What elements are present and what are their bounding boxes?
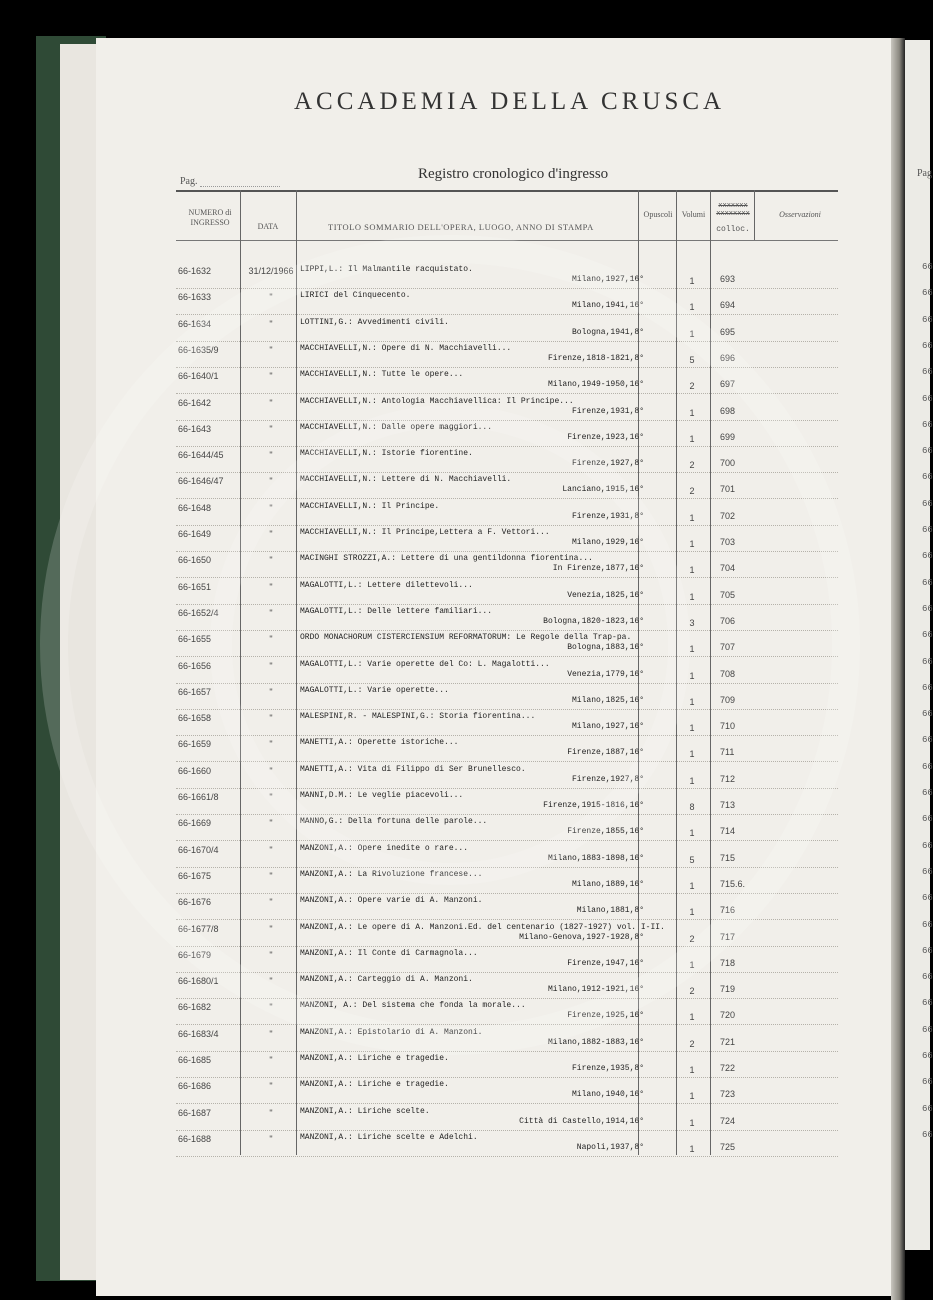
volumi-cell: 1 (689, 302, 695, 313)
luogo-cell: Firenze,1935,8° (571, 1064, 644, 1073)
numero-cell: 66-1646/47 (178, 476, 224, 487)
colloc-cell: 702 (720, 510, 736, 521)
volumi-cell: 1 (689, 880, 695, 891)
luogo-cell: Firenze,1927,8° (571, 459, 644, 469)
facing-page-row-fragment: 66 (922, 577, 933, 588)
table-row (176, 1104, 838, 1131)
numero-cell: 66-1640/1 (178, 371, 219, 382)
data-cell: " (269, 1028, 273, 1039)
luogo-cell: Milano,1889,16° (571, 879, 644, 889)
colloc-cell: 713 (720, 800, 736, 810)
titolo-cell: MACCHIAVELLI,N.: Lettere di N. Macchiavelli. (300, 475, 512, 485)
table-row (176, 262, 838, 289)
volumi-cell: 1 (689, 1012, 695, 1023)
colloc-cell: 715.6. (720, 878, 746, 889)
facing-page-row-fragment: 66 (922, 656, 933, 667)
header-data: DATA (257, 222, 279, 231)
facing-page-row-fragment: 66 (922, 1051, 933, 1061)
data-cell: " (269, 686, 273, 697)
colloc-cell: 700 (720, 458, 736, 469)
header-osservazioni: Osservazioni (779, 210, 821, 219)
data-cell: " (269, 344, 273, 355)
luogo-cell: Bologna,1941,8° (571, 327, 644, 337)
colloc-cell: 703 (720, 537, 736, 547)
data-cell: " (269, 371, 273, 382)
titolo-cell: MANZONI,A.: Il Conte di Carmagnola... (300, 948, 478, 958)
data-cell: " (269, 1133, 273, 1144)
titolo-cell: ORDO MONACHORUM CISTERCIENSIUM REFORMATORUM: Le Regole della Trap-pa. (300, 633, 632, 643)
colloc-cell: 696 (720, 352, 736, 363)
table-row (176, 683, 838, 710)
titolo-cell: MACCHIAVELLI,N.: Istorie fiorentine. (300, 449, 473, 459)
facing-page-row-fragment: 66 (922, 393, 933, 404)
facing-page-row-fragment: 66 (922, 551, 933, 562)
facing-page (905, 40, 933, 1250)
numero-cell: 66-1635/9 (178, 344, 219, 355)
table-row (176, 867, 838, 894)
titolo-cell: MANZONI,A.: Opere inedite o rare... (300, 843, 469, 853)
table-row (176, 446, 838, 473)
numero-cell: 66-1661/8 (178, 792, 219, 802)
numero-cell: 66-1656 (178, 660, 212, 671)
colloc-cell: 722 (720, 1063, 736, 1073)
table-row (176, 709, 838, 736)
data-cell: " (269, 555, 273, 566)
data-cell: " (269, 397, 273, 408)
facing-page-row-fragment: 66 (922, 893, 933, 904)
volumi-cell: 1 (689, 1065, 695, 1075)
facing-page-row-fragment: 66 (922, 866, 933, 877)
colloc-cell: 716 (720, 905, 736, 916)
titolo-cell: MANZONI,A.: Liriche e tragedie. (300, 1054, 449, 1063)
data-cell: " (269, 765, 273, 776)
colloc-cell: 721 (720, 1036, 736, 1047)
numero-cell: 66-1677/8 (178, 923, 219, 934)
titolo-cell: MANZONI,A.: Liriche scelte. (300, 1106, 430, 1116)
data-cell: " (269, 1002, 273, 1013)
numero-cell: 66-1649 (178, 529, 212, 539)
volumi-cell: 1 (689, 512, 695, 523)
numero-cell: 66-1676 (178, 897, 212, 908)
table-row (176, 630, 838, 657)
volumi-cell: 2 (689, 933, 695, 944)
pag-label: Pag. (180, 176, 198, 187)
facing-page-row-fragment: 66 (922, 735, 933, 746)
titolo-cell: MANNO,G.: Della fortuna delle parole... (300, 817, 488, 827)
facing-page-row-fragment: 66 (922, 998, 933, 1009)
colloc-cell: 708 (720, 668, 736, 679)
numero-cell: 66-1660 (178, 765, 212, 776)
table-row (176, 657, 838, 684)
titolo-cell: MANZONI,A.: La Rivoluzione francese... (300, 869, 483, 879)
numero-cell: 66-1685 (178, 1055, 212, 1065)
numero-cell: 66-1642 (178, 397, 212, 408)
volumi-cell: 2 (689, 381, 695, 392)
numero-cell: 66-1655 (178, 634, 212, 645)
colloc-cell: 712 (720, 773, 736, 784)
table-row (176, 788, 838, 815)
table-row (176, 972, 838, 999)
colloc-cell: 694 (720, 300, 736, 311)
colloc-cell: 715 (720, 852, 736, 863)
colloc-cell: 699 (720, 431, 736, 442)
data-cell: " (269, 529, 273, 539)
numero-cell: 66-1632 (178, 266, 212, 276)
titolo-cell: MANETTI,A.: Operette istoriche... (300, 738, 459, 748)
data-cell: " (269, 660, 273, 671)
data-cell: " (269, 502, 273, 513)
data-cell: " (269, 713, 273, 724)
luogo-cell: Firenze,1931,8° (571, 511, 644, 521)
numero-cell: 66-1679 (178, 949, 212, 960)
titolo-cell: MANNI,D.M.: Le veglie piacevoli... (300, 791, 464, 800)
facing-page-row-fragment: 66 (922, 419, 933, 430)
luogo-cell: Firenze,1923,16° (567, 432, 644, 442)
volumi-cell: 1 (689, 1091, 695, 1102)
titolo-cell: MAGALOTTI,L.: Lettere dilettevoli... (300, 580, 473, 590)
colloc-cell: 720 (720, 1010, 736, 1021)
page-heading: ACCADEMIA DELLA CRUSCA (294, 88, 726, 115)
volumi-cell: 1 (689, 775, 695, 786)
volumi-cell: 1 (689, 670, 695, 681)
facing-page-row-fragment: 66 (922, 603, 933, 614)
data-cell: " (269, 897, 273, 908)
numero-cell: 66-1643 (178, 423, 212, 434)
luogo-cell: Lanciano,1915,16° (562, 485, 644, 495)
table-row (176, 1130, 838, 1157)
volumi-cell: 1 (689, 907, 695, 918)
facing-page-row-fragment: 66 (922, 945, 933, 956)
colloc-cell: 693 (720, 274, 736, 284)
numero-cell: 66-1644/45 (178, 450, 224, 461)
titolo-cell: LIRICI del Cinquecento. (300, 291, 411, 301)
data-cell: " (269, 476, 273, 487)
data-cell: " (269, 634, 273, 645)
numero-cell: 66-1658 (178, 713, 212, 724)
table-top-rule (176, 190, 838, 192)
titolo-cell: MACCHIAVELLI,N.: Il Principe,Lettera a F. Vettori... (300, 528, 550, 537)
table-row (176, 315, 838, 342)
titolo-cell: MACCHIAVELLI,N.: Opere di N. Macchiavelli... (300, 343, 512, 353)
facing-page-row-fragment: 66 (922, 314, 933, 325)
facing-page-row-fragment: 66 (922, 682, 933, 693)
titolo-cell: MACCHIAVELLI,N.: Tutte le opere... (300, 370, 464, 380)
page-edges (60, 44, 101, 1280)
facing-page-row-fragment: 66 (922, 709, 933, 720)
table-row (176, 394, 838, 421)
table-header-rule (176, 240, 838, 241)
volumi-cell: 1 (689, 407, 695, 418)
table-row (176, 367, 838, 394)
numero-cell: 66-1680/1 (178, 976, 219, 987)
titolo-cell: MANZONI,A.: Liriche e tragedie. (300, 1080, 449, 1090)
table-row (176, 604, 838, 631)
table-row (176, 288, 838, 315)
table-row (176, 735, 838, 762)
table-row (176, 1051, 838, 1078)
facing-page-row-fragment: 66 (922, 525, 933, 535)
numero-cell: 66-1670/4 (178, 844, 219, 855)
volumi-cell: 1 (689, 565, 695, 576)
numero-cell: 66-1651 (178, 581, 212, 592)
facing-page-pag-label: Pag (917, 168, 932, 179)
colloc-cell: 698 (720, 405, 736, 416)
volumi-cell: 1 (689, 433, 695, 444)
facing-page-row-fragment: 66 (922, 840, 933, 851)
titolo-cell: MACCHIAVELLI,N.: Dalle opere maggiori... (300, 422, 493, 432)
volumi-cell: 2 (689, 486, 695, 497)
data-cell: " (269, 949, 273, 960)
data-cell: " (269, 818, 273, 829)
numero-cell: 66-1650 (178, 555, 212, 566)
numero-cell: 66-1688 (178, 1133, 212, 1144)
luogo-cell: Firenze,1855,16° (567, 827, 644, 837)
facing-page-row-fragment: 66 (922, 498, 933, 509)
luogo-cell: Firenze,1818-1821,8° (547, 353, 644, 363)
table-row (176, 946, 838, 973)
titolo-cell: MAGALOTTI,L.: Delle lettere familiari... (300, 606, 493, 616)
titolo-cell: MANZONI,A.: Opere varie di A. Manzoni. (300, 896, 483, 906)
column-divider (754, 190, 755, 240)
luogo-cell: Bologna,1883,16° (567, 643, 644, 653)
volumi-cell: 1 (689, 959, 695, 970)
table-row (176, 420, 838, 447)
luogo-cell: Milano,1949-1950,16° (547, 380, 644, 390)
facing-page-row-fragment: 66 (922, 367, 933, 378)
data-cell: 31/12/1966 (248, 266, 294, 276)
volumi-cell: 2 (689, 460, 695, 471)
luogo-cell: Milano,1912-1921,16° (547, 985, 644, 995)
numero-cell: 66-1659 (178, 739, 212, 750)
facing-page-row-fragment: 66 (922, 262, 933, 272)
luogo-cell: Venezia,1825,16° (567, 590, 644, 600)
table-row (176, 472, 838, 499)
numero-cell: 66-1675 (178, 870, 212, 881)
table-row (176, 762, 838, 789)
volumi-cell: 5 (689, 854, 695, 865)
numero-cell: 66-1682 (178, 1002, 212, 1013)
table-row (176, 998, 838, 1025)
table-row (176, 551, 838, 578)
table-row (176, 893, 838, 920)
data-cell: " (269, 450, 273, 461)
header-colloc: colloc. (716, 225, 750, 234)
register-subtitle: Registro cronologico d'ingresso (418, 166, 609, 182)
titolo-cell: MACINGHI STROZZI,A.: Lettere di una gentildonna fiorentina... (300, 554, 593, 564)
volumi-cell: 1 (689, 723, 695, 734)
facing-page-row-fragment: 66 (922, 340, 933, 351)
numero-cell: 66-1683/4 (178, 1028, 219, 1039)
luogo-cell: Milano-Genova,1927-1928,8° (519, 932, 644, 942)
titolo-cell: MALESPINI,R. - MALESPINI,G.: Storia fiorentina... (300, 712, 536, 722)
luogo-cell: Firenze,1927,8° (571, 774, 644, 784)
numero-cell: 66-1687 (178, 1107, 212, 1118)
book-gutter (891, 38, 905, 1300)
volumi-cell: 1 (689, 644, 695, 655)
titolo-cell: MANZONI,A.: Epistolario di A. Manzoni. (300, 1027, 483, 1037)
table-row (176, 578, 838, 605)
data-cell: " (269, 870, 273, 881)
colloc-cell: 707 (720, 642, 736, 653)
colloc-cell: 711 (720, 747, 735, 758)
colloc-cell: 697 (720, 379, 736, 390)
table-row (176, 814, 838, 841)
luogo-cell: Milano,1929,16° (571, 538, 644, 547)
table-row (176, 341, 838, 368)
facing-page-row-fragment: 66 (922, 472, 933, 483)
volumi-cell: 3 (689, 617, 695, 628)
colloc-cell: 717 (720, 931, 736, 942)
numero-cell: 66-1657 (178, 686, 212, 697)
numero-cell: 66-1652/4 (178, 607, 219, 618)
titolo-cell: MACCHIAVELLI,N.: Antologia Macchiavellica: Il Principe... (300, 396, 574, 406)
colloc-cell: 724 (720, 1115, 736, 1126)
luogo-cell: Bologna,1820-1823,16° (543, 616, 644, 626)
table-row (176, 525, 838, 552)
data-cell: " (269, 607, 273, 618)
facing-page-row-fragment: 66 (922, 814, 933, 825)
colloc-cell: 714 (720, 826, 736, 837)
titolo-cell: MANZONI,A.: Le opere di A. Manzoni.Ed. del centenario (1827-1927) vol. I-II. (300, 922, 665, 932)
header-volumi: Volumi (681, 210, 706, 219)
facing-page-row-fragment: 66 (922, 761, 933, 772)
luogo-cell: Firenze,1887,16° (567, 748, 644, 758)
table-row (176, 1025, 838, 1052)
facing-page-row-fragment: 66 (922, 1129, 933, 1140)
luogo-cell: Firenze,1915-1816,16° (543, 801, 644, 810)
luogo-cell: In Firenze,1877,16° (552, 564, 644, 574)
volumi-cell: 2 (689, 1038, 695, 1049)
numero-cell: 66-1669 (178, 818, 212, 829)
titolo-cell: MAGALOTTI,L.: Varie operette... (300, 685, 449, 695)
table-row (176, 920, 838, 947)
volumi-cell: 1 (689, 276, 695, 286)
table-row (176, 499, 838, 526)
titolo-cell: MANZONI, A.: Del sistema che fonda la morale... (300, 1001, 526, 1011)
facing-page-row-fragment: 66 (922, 972, 933, 983)
luogo-cell: Venezia,1779,16° (567, 669, 644, 679)
colloc-cell: 718 (720, 957, 736, 968)
data-cell: " (269, 292, 273, 303)
titolo-cell: MANZONI,A.: Carteggio di A. Manzoni. (300, 975, 473, 985)
colloc-cell: 710 (720, 721, 736, 732)
header-struck-text: xxxxxxx xxxxxxxx (716, 202, 750, 219)
luogo-cell: Milano,1927,16° (571, 275, 644, 284)
titolo-cell: MAGALOTTI,L.: Varie operette del Co: L. Magalotti... (300, 659, 550, 669)
volumi-cell: 1 (689, 1143, 695, 1154)
colloc-cell: 723 (720, 1089, 736, 1100)
data-cell: " (269, 976, 273, 987)
luogo-cell: Milano,1940,16° (571, 1090, 644, 1100)
facing-page-row-fragment: 66 (922, 288, 933, 299)
colloc-cell: 695 (720, 326, 736, 337)
table-row (176, 1077, 838, 1104)
header-numero: NUMERO di INGRESSO (188, 208, 232, 227)
facing-page-row-fragment: 66 (922, 1077, 933, 1088)
pag-dotted-line (200, 186, 280, 187)
luogo-cell: Firenze,1931,8° (571, 406, 644, 416)
data-cell: " (269, 318, 273, 329)
luogo-cell: Firenze,1925,16° (567, 1011, 644, 1021)
facing-page-row-fragment: 66 (922, 1103, 933, 1114)
titolo-cell: LIPPI,L.: Il Malmantile racquistato. (300, 265, 473, 274)
facing-page-row-fragment: 66 (922, 919, 933, 930)
colloc-cell: 725 (720, 1141, 736, 1152)
luogo-cell: Milano,1882-1883,16° (547, 1037, 644, 1047)
luogo-cell: Città di Castello,1914,16° (519, 1116, 644, 1126)
data-cell: " (269, 739, 273, 750)
luogo-cell: Firenze,1947,16° (567, 958, 644, 968)
data-cell: " (269, 844, 273, 855)
data-cell: " (269, 1107, 273, 1118)
titolo-cell: MANZONI,A.: Liriche scelte e Adelchi. (300, 1132, 478, 1142)
volumi-cell: 1 (689, 539, 695, 549)
numero-cell: 66-1633 (178, 292, 212, 303)
luogo-cell: Napoli,1937,8° (576, 1142, 644, 1152)
colloc-cell: 705 (720, 589, 736, 600)
numero-cell: 66-1648 (178, 502, 212, 513)
volumi-cell: 1 (689, 1117, 695, 1128)
facing-page-row-fragment: 66 (922, 630, 933, 641)
volumi-cell: 8 (689, 802, 695, 812)
colloc-cell: 706 (720, 615, 736, 626)
volumi-cell: 1 (689, 828, 695, 839)
data-cell: " (269, 1081, 273, 1092)
volumi-cell: 2 (689, 986, 695, 997)
titolo-cell: MANETTI,A.: Vita di Filippo di Ser Brunellesco. (300, 764, 526, 774)
luogo-cell: Milano,1825,16° (571, 695, 644, 705)
colloc-cell: 709 (720, 694, 736, 705)
colloc-cell: 704 (720, 563, 736, 574)
data-cell: " (269, 581, 273, 592)
facing-page-row-fragment: 66 (922, 446, 933, 457)
titolo-cell: MACCHIAVELLI,N.: Il Principe. (300, 501, 440, 511)
luogo-cell: Milano,1883-1898,16° (547, 853, 644, 863)
luogo-cell: Milano,1881,8° (576, 906, 644, 916)
colloc-cell: 701 (720, 484, 736, 495)
luogo-cell: Milano,1927,16° (571, 722, 644, 732)
volumi-cell: 1 (689, 749, 695, 760)
colloc-cell: 719 (720, 984, 736, 995)
luogo-cell: Milano,1941,16° (571, 301, 644, 311)
numero-cell: 66-1686 (178, 1081, 212, 1092)
data-cell: " (269, 792, 273, 802)
facing-page-row-fragment: 66 (922, 1024, 933, 1035)
header-opuscoli: Opuscoli (643, 210, 673, 219)
volumi-cell: 1 (689, 591, 695, 602)
volumi-cell: 5 (689, 354, 695, 365)
header-titolo: TITOLO SOMMARIO DELL'OPERA, LUOGO, ANNO DI STAMPA (328, 222, 594, 232)
titolo-cell: LOTTINI,G.: Avvedimenti civili. (300, 317, 449, 327)
volumi-cell: 1 (689, 328, 695, 339)
table-row (176, 841, 838, 868)
facing-page-row-fragment: 66 (922, 788, 933, 798)
volumi-cell: 1 (689, 696, 695, 707)
data-cell: " (269, 1055, 273, 1065)
data-cell: " (269, 423, 273, 434)
data-cell: " (269, 923, 273, 934)
numero-cell: 66-1634 (178, 318, 212, 329)
